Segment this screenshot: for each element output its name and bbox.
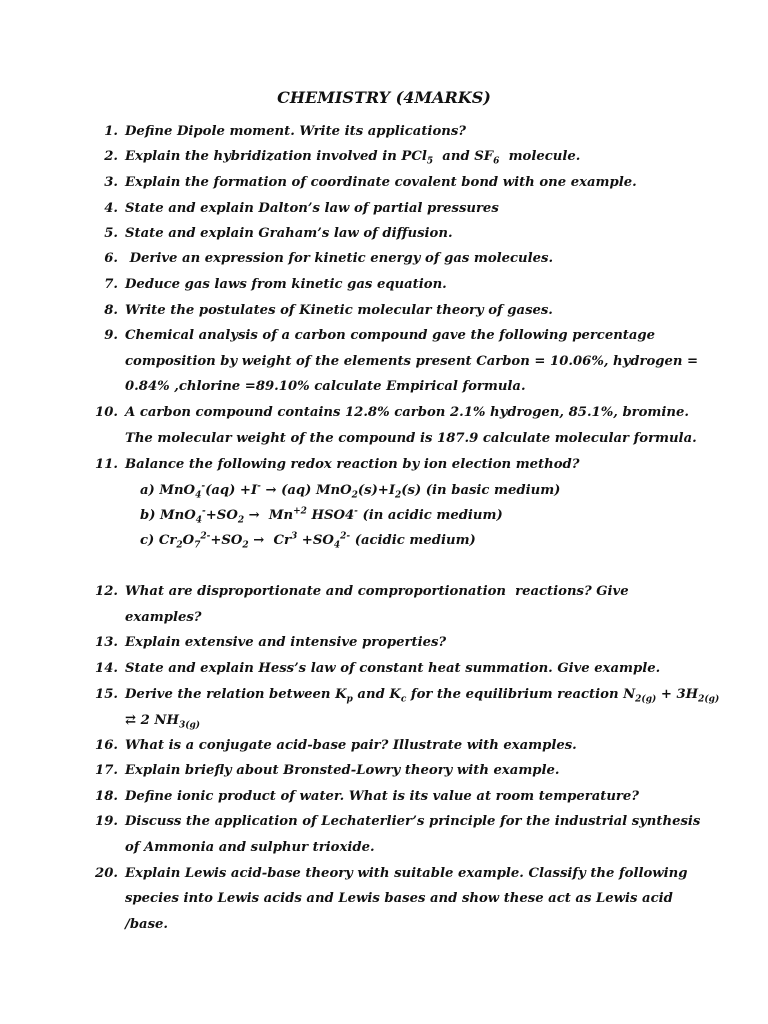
question-text: 0.84% ,chlorine =89.10% calculate Empirical formula. xyxy=(125,379,526,394)
question-text: State and explain Hess’s law of constant heat summation. Give example. xyxy=(125,661,661,676)
question-number: 1. xyxy=(104,124,118,139)
question-text: Explain briefly about Bronsted-Lowry theory with example. xyxy=(125,763,560,778)
sub-question-text: c) $Cr_2O_7^{2-}+SO_2 \to Cr^3 +SO_4^{2-}$ (acidic medium) xyxy=(140,531,476,551)
question-text: What is a conjugate acid-base pair? Illustrate with examples. xyxy=(125,738,577,753)
question-text: Balance the following redox reaction by ion election method? xyxy=(125,457,580,472)
question-text: Discuss the application of Lechaterlier’s principle for the industrial synthesis xyxy=(125,814,701,829)
question-text: composition by weight of the elements present Carbon = 10.06%, hydrogen = xyxy=(125,354,699,369)
question-text: Explain the formation of coordinate covalent bond with one example. xyxy=(125,175,637,190)
question-text: Derive an expression for kinetic energy of gas molecules. xyxy=(125,251,554,266)
question-text: Derive the relation between $K_p$ and $K_c$ for the equilibrium reaction $N_{2(g)} + 3H_{2(g)}$ xyxy=(125,687,720,705)
question-text: State and explain Graham’s law of diffusion. xyxy=(125,226,453,241)
question-text: A carbon compound contains 12.8% carbon 2.1% hydrogen, 85.1%, bromine. xyxy=(125,405,689,420)
sub-question-text: a) MnO$_4$-(aq) +I- → (aq) $MnO_2(s)+I_2(s)$ (in basic medium) xyxy=(140,481,561,501)
question-number: 20. xyxy=(95,866,118,881)
question-number: 3. xyxy=(104,175,118,190)
question-number: 11. xyxy=(95,457,118,472)
question-text: Define Dipole moment. Write its applications? xyxy=(125,124,466,139)
question-text: ⇄ 2 $NH_{3(g)}$ xyxy=(125,713,201,731)
page-title: CHEMISTRY (4MARKS) xyxy=(277,88,491,107)
question-text: examples? xyxy=(125,610,202,625)
question-text: Write the postulates of Kinetic molecular theory of gases. xyxy=(125,303,553,318)
question-number: 9. xyxy=(104,328,118,343)
question-number: 6. xyxy=(104,251,118,266)
question-text: Explain Lewis acid-base theory with suitable example. Classify the following xyxy=(125,866,688,881)
question-text: What are disproportionate and comproportionation reactions? Give xyxy=(125,584,629,599)
question-number: 13. xyxy=(95,635,118,650)
question-number: 5. xyxy=(104,226,118,241)
question-number: 18. xyxy=(95,789,118,804)
question-number: 14. xyxy=(95,661,118,676)
sub-question-text: b) $MnO_4^-+SO_2 \to Mn^{+2}$ HSO4- (in acidic medium) xyxy=(140,506,503,526)
question-text: of Ammonia and sulphur trioxide. xyxy=(125,840,375,855)
question-number: 10. xyxy=(95,405,118,420)
question-number: 15. xyxy=(95,687,118,702)
question-text: Explain the hybridization involved in PCl$_5$ and $SF_6$ molecule. xyxy=(125,149,581,167)
question-text: Explain extensive and intensive properties? xyxy=(125,635,447,650)
question-number: 2. xyxy=(104,149,118,164)
question-number: 17. xyxy=(95,763,118,778)
question-text: Deduce gas laws from kinetic gas equation. xyxy=(125,277,447,292)
question-number: 4. xyxy=(104,201,118,216)
question-text: /base. xyxy=(125,917,168,932)
question-number: 19. xyxy=(95,814,118,829)
question-number: 7. xyxy=(104,277,118,292)
question-text: The molecular weight of the compound is 187.9 calculate molecular formula. xyxy=(125,431,697,446)
question-number: 16. xyxy=(95,738,118,753)
question-text: species into Lewis acids and Lewis bases and show these act as Lewis acid xyxy=(125,891,673,906)
question-text: Chemical analysis of a carbon compound gave the following percentage xyxy=(125,328,656,343)
question-number: 8. xyxy=(104,303,118,318)
question-number: 12. xyxy=(95,584,118,599)
question-text: Define ionic product of water. What is its value at room temperature? xyxy=(125,789,640,804)
question-text: State and explain Dalton’s law of partial pressures xyxy=(125,201,499,216)
